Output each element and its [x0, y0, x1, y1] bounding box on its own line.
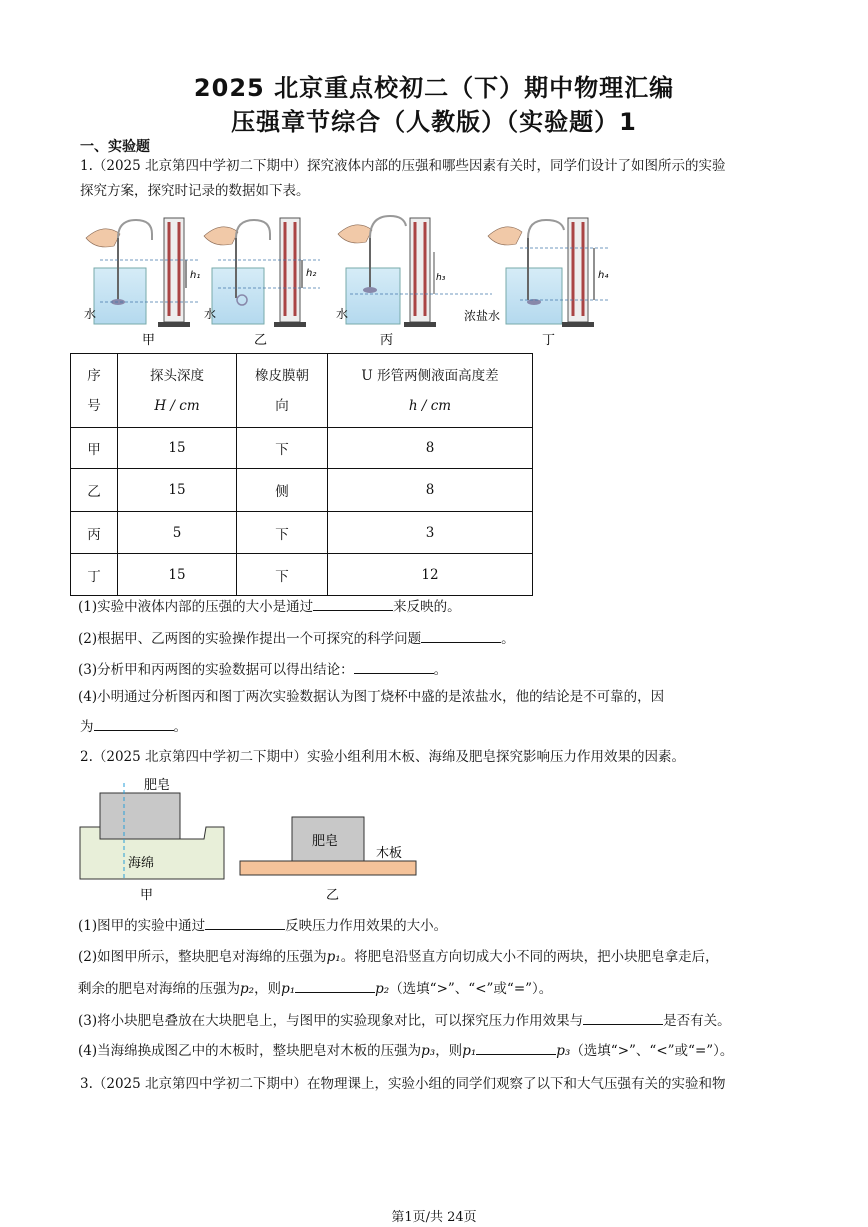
liquid-label: 水 [204, 307, 217, 321]
q2-sub2-cont: 剩余的肥皂对海绵的压强为p₂，则p₁ p₂（选填“>”、“<”或“=”）。 [78, 978, 552, 1000]
q1-sub4: (4)小明通过分析图丙和图丁两次实验数据认为图丁烧杯中盛的是浓盐水，他的结论是不可靠的，因 [78, 689, 665, 705]
answer-blank[interactable] [583, 1010, 663, 1025]
section-heading: 一、实验题 [80, 139, 150, 155]
page-subtitle: 压强章节综合（人教版）（实验题）1 [231, 108, 637, 136]
table-row [71, 469, 533, 512]
table-row [71, 554, 533, 596]
header-film-2: 向 [275, 397, 289, 414]
setup-yi [204, 218, 320, 327]
soap-label: 肥皂 [312, 834, 339, 849]
q3-stem: 3.（2025 北京第四中学初二下期中）在物理课上，实验小组的同学们观察了以下和大气压强有关的实验和物 [80, 1076, 726, 1092]
table-row [71, 512, 533, 554]
soap-label: 肥皂 [144, 778, 171, 793]
answer-blank[interactable] [354, 659, 434, 674]
answer-blank[interactable] [295, 978, 375, 993]
cell-seq: 甲 [71, 428, 118, 469]
q2-sub3: (3)将小块肥皂叠放在大块肥皂上，与图甲的实验现象对比，可以探究压力作用效果与 是否有关。 [78, 1010, 731, 1032]
beaker-icon [346, 268, 400, 324]
hand-icon [488, 227, 522, 245]
beaker-icon [94, 268, 146, 324]
q2-stem: 2.（2025 北京第四中学初二下期中）实验小组利用木板、海绵及肥皂探究影响压力作用效果的因素。 [80, 749, 686, 765]
h3-label: h₃ [436, 273, 446, 283]
liquid-label: 水 [336, 307, 349, 321]
cell-depth: 15 [118, 428, 237, 469]
table-header-row [71, 354, 533, 428]
figure-caption: 甲 [140, 888, 154, 903]
cell-dir: 侧 [237, 469, 328, 512]
q1-figure [80, 208, 620, 348]
cell-diff: 3 [328, 512, 533, 554]
header-seq-2: 号 [87, 397, 101, 414]
cell-depth: 15 [118, 469, 237, 512]
page-footer: 第1页/共 24页 [391, 1210, 477, 1225]
header-seq-1: 序 [87, 367, 101, 384]
q1-sub4-cont: 为 。 [80, 716, 187, 738]
h1-label: h₁ [190, 270, 201, 281]
header-depth-1: 探头深度 [150, 367, 204, 384]
sponge-label: 海绵 [128, 856, 155, 871]
liquid-label: 浓盐水 [464, 309, 501, 323]
page-title: 2025 北京重点校初二（下）期中物理汇编 [193, 74, 675, 102]
cell-diff: 12 [328, 554, 533, 596]
cell-depth: 5 [118, 512, 237, 554]
setup-ding [488, 218, 610, 327]
q2-figure [76, 775, 426, 905]
q1-stem-line1: 1.（2025 北京第四中学初二下期中）探究液体内部的压强和哪些因素有关时，同学们设计了如图所示的实验 [80, 158, 726, 174]
answer-blank[interactable] [205, 915, 285, 930]
h2-label: h₂ [306, 268, 317, 279]
figure-caption: 甲 [142, 333, 156, 348]
cell-dir: 下 [237, 512, 328, 554]
q2-sub2: (2)如图甲所示，整块肥皂对海绵的压强为p₁。将肥皂沿竖直方向切成大小不同的两块，把小块肥皂拿走后， [78, 949, 719, 965]
cell-dir: 下 [237, 554, 328, 596]
q1-sub2: (2)根据甲、乙两图的实验操作提出一个可探究的科学问题 。 [78, 628, 515, 650]
answer-blank[interactable] [421, 628, 501, 643]
board-label: 木板 [376, 846, 403, 861]
header-depth-2: H / cm [154, 397, 200, 414]
cell-seq: 丙 [71, 512, 118, 554]
hand-icon [338, 225, 372, 243]
q1-sub3: (3)分析甲和丙两图的实验数据可以得出结论： 。 [78, 659, 447, 681]
figure-caption: 乙 [326, 888, 340, 903]
header-film-1: 橡皮膜朝 [255, 367, 309, 384]
beaker-icon [506, 268, 562, 324]
cell-diff: 8 [328, 428, 533, 469]
liquid-label: 水 [84, 307, 97, 321]
figure-caption: 丙 [380, 333, 394, 348]
q2-sub4: (4)当海绵换成图乙中的木板时，整块肥皂对木板的压强为p₃，则p₁ p₃（选填“>”、“<”或“=”）。 [78, 1040, 733, 1062]
setup-jia [86, 218, 200, 327]
q1-sub1: (1)实验中液体内部的压强的大小是通过 来反映的。 [78, 596, 461, 618]
answer-blank[interactable] [313, 596, 393, 611]
h4-label: h₄ [598, 270, 609, 281]
hand-icon [204, 227, 238, 245]
figure-caption: 乙 [254, 333, 268, 348]
figure-caption: 丁 [542, 333, 556, 348]
q2-sub1: (1)图甲的实验中通过 反映压力作用效果的大小。 [78, 915, 447, 937]
q1-data-table [70, 353, 533, 596]
cell-diff: 8 [328, 469, 533, 512]
header-diff-2: h / cm [408, 397, 452, 414]
answer-blank[interactable] [94, 716, 174, 731]
cell-seq: 丁 [71, 554, 118, 596]
cell-depth: 15 [118, 554, 237, 596]
soap-block [100, 793, 180, 839]
wood-board [240, 861, 416, 875]
table-row [71, 428, 533, 469]
q1-stem-line2: 探究方案，探究时记录的数据如下表。 [80, 183, 310, 199]
header-diff-1: U 形管两侧液面高度差 [361, 367, 499, 384]
cell-dir: 下 [237, 428, 328, 469]
cell-seq: 乙 [71, 469, 118, 512]
answer-blank[interactable] [476, 1040, 556, 1055]
hand-icon [86, 229, 120, 247]
